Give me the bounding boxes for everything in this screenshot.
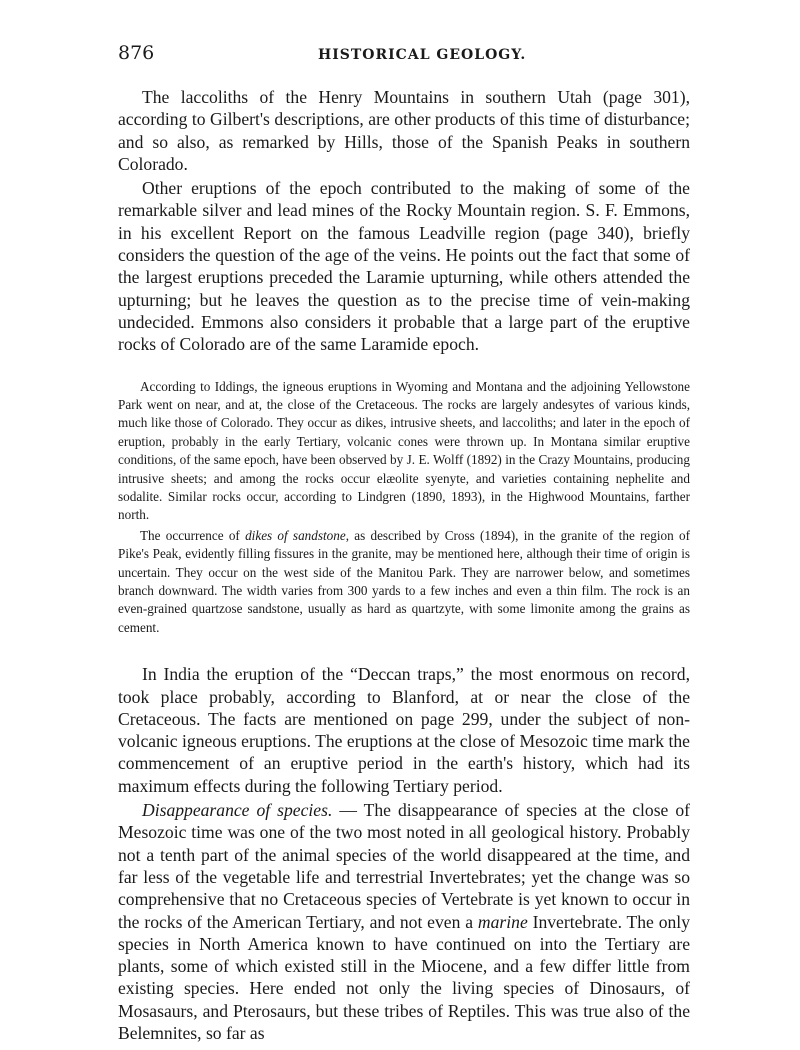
marine-italic-term: marine — [477, 911, 528, 932]
small-print-block — [118, 378, 690, 638]
page-number: 876 — [118, 42, 155, 64]
running-head: HISTORICAL GEOLOGY. — [318, 47, 527, 63]
dikes-italic-term: dikes of sandstone — [245, 527, 346, 543]
dikes-text-before: The occurrence of — [140, 527, 246, 543]
small-paragraph-dikes — [118, 527, 690, 637]
paragraph-laccoliths: The laccoliths of the Henry Mountains in southern Utah (page 301), according to Gilbert's descriptions, are other products of this time of disturbance; and so also, as remarked by Hills, those of the Spanish Peaks in southern Colorado. — [118, 87, 690, 174]
disappearance-text-2: Invertebrate. The only species in North America known to have continued on into the Tertiary are plants, some of which existed still in the Miocene, and a few differ little from existing species. Here ended not only the living species of Dinosaurs, of Mosasaurs, and Pterosaurs, but these tribes of Reptiles. This was true also of the Belemnites, so far as — [118, 911, 690, 1043]
paragraph-disappearance — [118, 799, 690, 1044]
paragraph-deccan-traps: In India the eruption of the “Deccan traps,” the most enormous on record, took place probably, according to Blanford, at or near the close of the Cretaceous. The facts are mentioned on page 299, under the subject of non-volcanic igneous eruptions. The eruptions at the close of Mesozoic time mark the commencement of an eruptive period in the earth's history, which had its maximum effects during the following Tertiary period. — [118, 664, 690, 796]
small-paragraph-iddings: According to Iddings, the igneous eruptions in Wyoming and Montana and the adjoining Yellowstone Park went on near, and at, the close of the Cretaceous. The rocks are largely andesytes of various kinds, much like those of Colorado. They occur as dikes, intrusive sheets, and laccoliths; and later in the epoch of eruption, probably in the early Tertiary, volcanic cones were thrown up. In Montana similar eruptive conditions, of the same epoch, have been observed by J. E. Wolff (1892) in the Crazy Mountains, producing intrusive sheets; and among the rocks occur elæolite syenyte, and varieties containing nephelite and sodalite. Similar rocks occur, according to Lindgren (1890, 1893), in the Highwood Mountains, farther north. — [118, 378, 690, 523]
disappearance-text-1: — The disappearance of species at the close of Mesozoic time was one of the two most noted in all geological history. Probably not a tenth part of the animal species of the world disappeared at the time, and far less of the vegetable life and terrestrial Invertebrates; yet the change was so comprehensive that no Cretaceous species of Vertebrate is yet known to occur in the rocks of the American Tertiary, and not even a — [118, 800, 691, 932]
page-header — [118, 42, 690, 86]
section-heading-disappearance: Disappearance of species. — [142, 800, 333, 821]
dikes-text-after: , as described by Cross (1894), in the granite of the region of Pike's Peak, evidently filling fissures in the granite, may be mentioned here, although their time of origin is uncertain. They occur on the west side of the Manitou Park. They are narrower below, and sometimes branch downward. The width varies from 300 yards to a few inches and even a thin film. The rock is an even-grained quartzose sandstone, usually as hard as quartzyte, with some limonite among the grains as cement. — [118, 527, 690, 635]
paragraph-other-eruptions: Other eruptions of the epoch contributed to the making of some of the remarkable silver and lead mines of the Rocky Mountain region. S. F. Emmons, in his excellent Report on the famous Leadville region (page 340), briefly considers the question of the age of the veins. He points out the fact that some of the largest eruptions preceded the Laramie upturning, while others attended the upturning; but he leaves the question as to the precise time of vein-making undecided. Emmons also considers it probable that a large part of the eruptive rocks of Colorado are of the same Laramide epoch. — [118, 178, 690, 355]
